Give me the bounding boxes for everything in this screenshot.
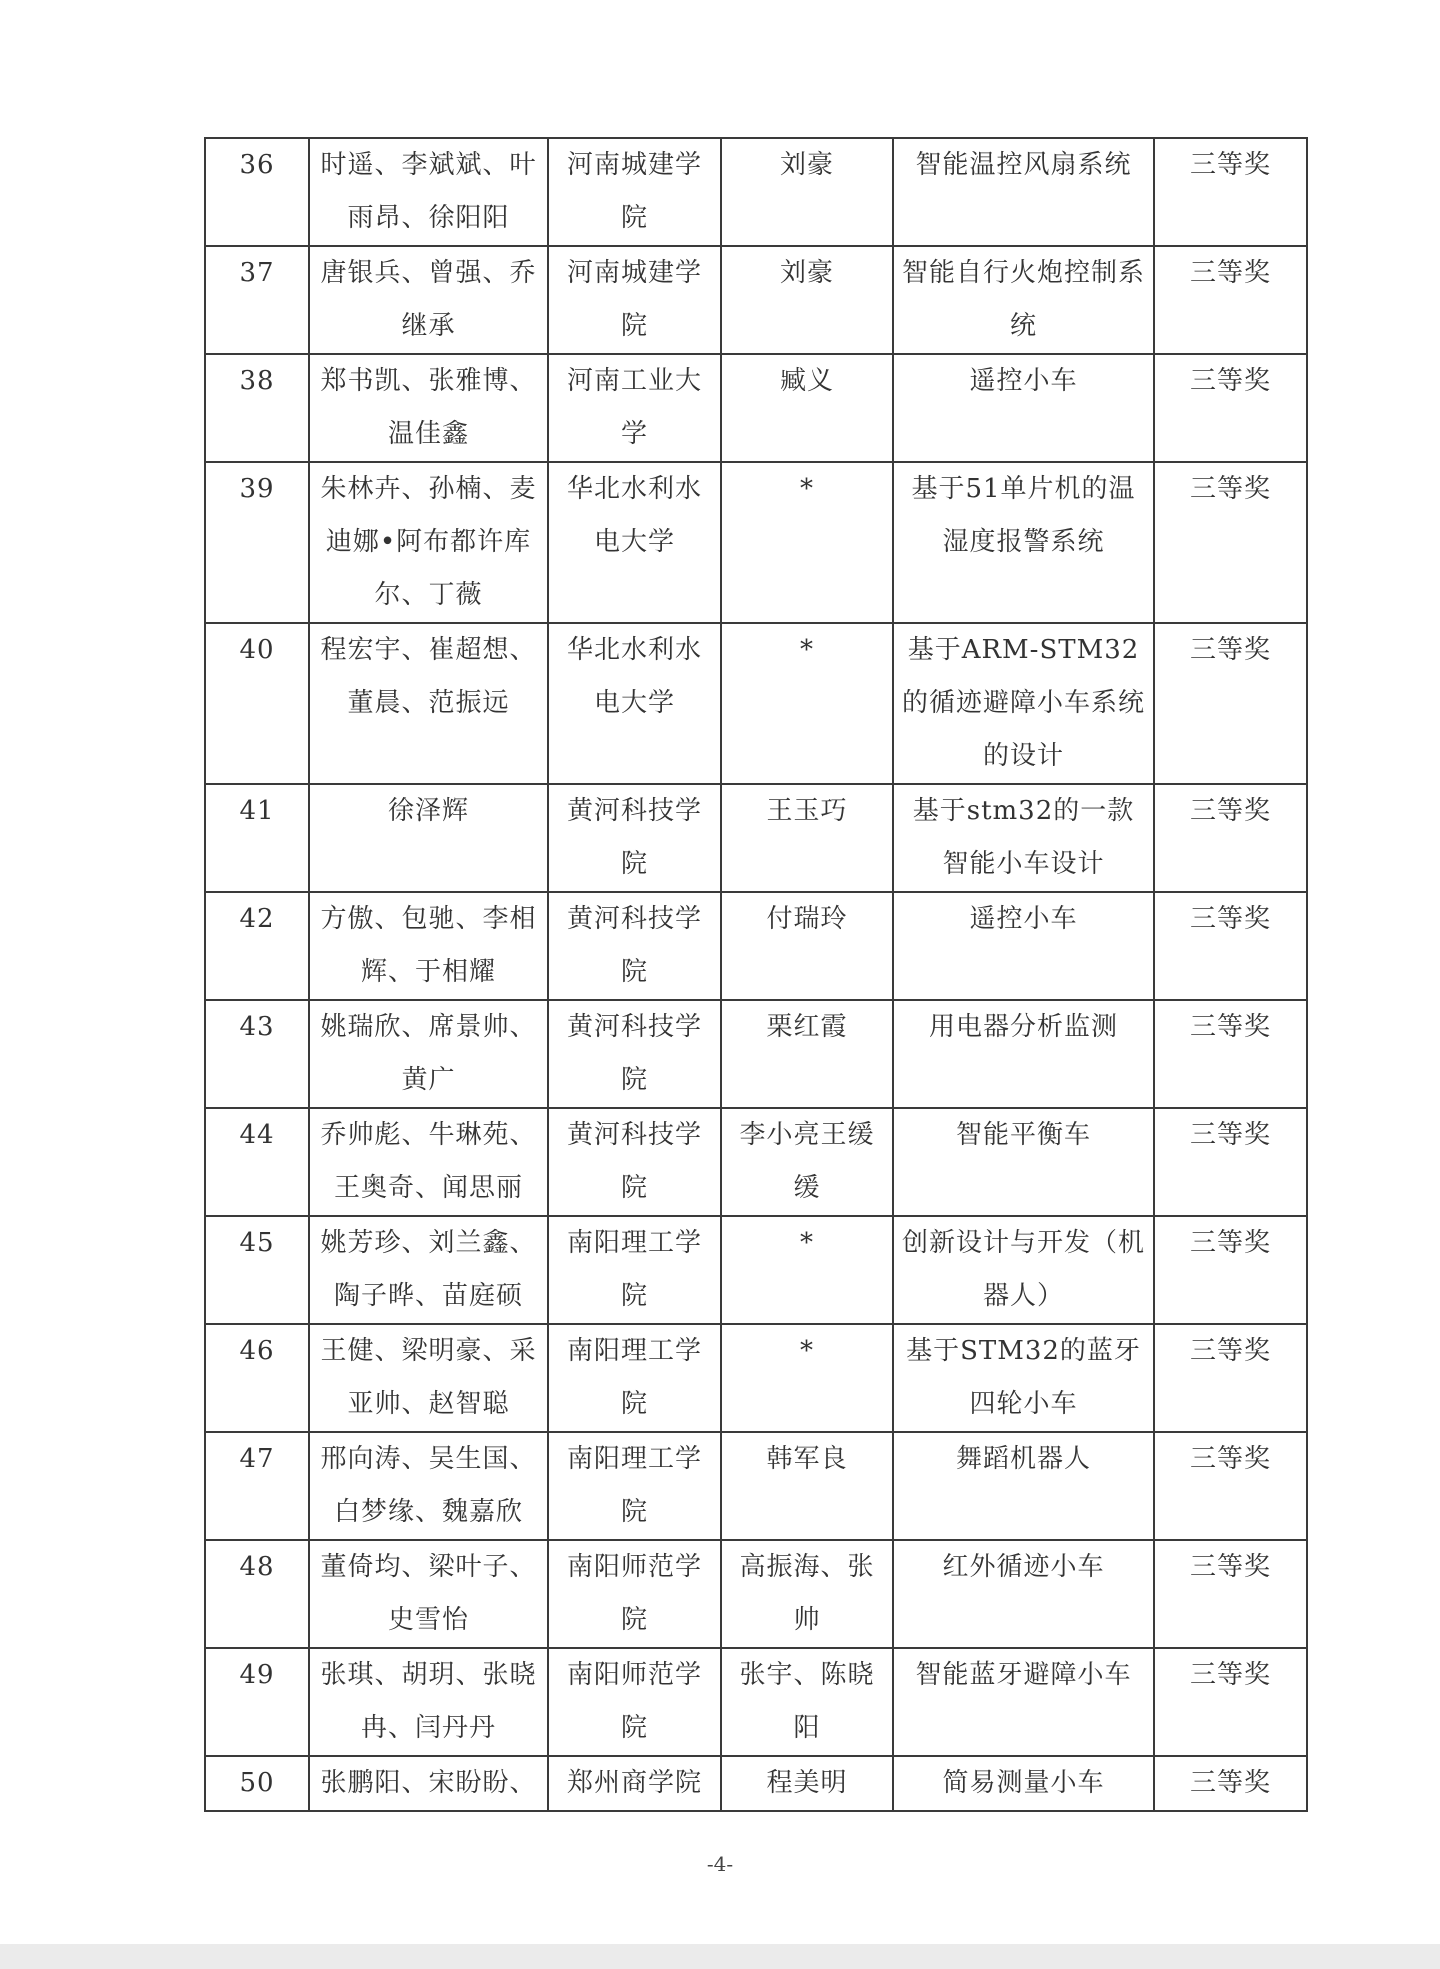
cell-award: 三等奖 <box>1154 1648 1307 1756</box>
cell-school: 南阳理工学院 <box>548 1324 721 1432</box>
cell-members: 姚芳珍、刘兰鑫、陶子晔、苗庭硕 <box>309 1216 548 1324</box>
cell-advisor: 栗红霞 <box>721 1000 893 1108</box>
cell-number: 45 <box>205 1216 309 1324</box>
cell-advisor: 刘豪 <box>721 138 893 246</box>
cell-members: 乔帅彪、牛琳苑、王奥奇、闻思丽 <box>309 1108 548 1216</box>
cell-school: 黄河科技学院 <box>548 892 721 1000</box>
cell-advisor: 臧义 <box>721 354 893 462</box>
cell-members: 董倚均、梁叶子、史雪怡 <box>309 1540 548 1648</box>
cell-project: 红外循迹小车 <box>893 1540 1154 1648</box>
cell-members: 王健、梁明豪、采亚帅、赵智聪 <box>309 1324 548 1432</box>
cell-number: 44 <box>205 1108 309 1216</box>
cell-number: 38 <box>205 354 309 462</box>
cell-advisor: 程美明 <box>721 1756 893 1811</box>
cell-number: 50 <box>205 1756 309 1811</box>
cell-project: 遥控小车 <box>893 892 1154 1000</box>
cell-school: 南阳理工学院 <box>548 1216 721 1324</box>
cell-members: 郑书凯、张雅博、温佳鑫 <box>309 354 548 462</box>
cell-number: 47 <box>205 1432 309 1540</box>
table-row <box>205 462 1307 623</box>
cell-advisor: 高振海、张帅 <box>721 1540 893 1648</box>
cell-advisor: * <box>721 1324 893 1432</box>
cell-school: 南阳师范学院 <box>548 1648 721 1756</box>
cell-project: 智能平衡车 <box>893 1108 1154 1216</box>
cell-award: 三等奖 <box>1154 892 1307 1000</box>
cell-project: 智能自行火炮控制系统 <box>893 246 1154 354</box>
cell-members: 朱林卉、孙楠、麦迪娜•阿布都许库尔、丁薇 <box>309 462 548 623</box>
table-row <box>205 1540 1307 1648</box>
cell-school: 郑州商学院 <box>548 1756 721 1811</box>
cell-advisor: 王玉巧 <box>721 784 893 892</box>
cell-members: 唐银兵、曾强、乔继承 <box>309 246 548 354</box>
cell-award: 三等奖 <box>1154 462 1307 623</box>
table-row <box>205 354 1307 462</box>
cell-project: 用电器分析监测 <box>893 1000 1154 1108</box>
cell-school: 河南工业大学 <box>548 354 721 462</box>
cell-advisor: * <box>721 623 893 784</box>
cell-number: 43 <box>205 1000 309 1108</box>
cell-advisor: * <box>721 462 893 623</box>
cell-number: 39 <box>205 462 309 623</box>
cell-award: 三等奖 <box>1154 1216 1307 1324</box>
cell-members: 姚瑞欣、席景帅、黄广 <box>309 1000 548 1108</box>
table-row <box>205 1108 1307 1216</box>
cell-award: 三等奖 <box>1154 1324 1307 1432</box>
cell-number: 49 <box>205 1648 309 1756</box>
cell-school: 河南城建学院 <box>548 138 721 246</box>
cell-school: 南阳师范学院 <box>548 1540 721 1648</box>
cell-project: 基于51单片机的温湿度报警系统 <box>893 462 1154 623</box>
cell-school: 黄河科技学院 <box>548 1000 721 1108</box>
cell-number: 42 <box>205 892 309 1000</box>
cell-award: 三等奖 <box>1154 138 1307 246</box>
cell-project: 智能温控风扇系统 <box>893 138 1154 246</box>
table-row <box>205 892 1307 1000</box>
cell-advisor: 李小亮王缓缓 <box>721 1108 893 1216</box>
cell-number: 36 <box>205 138 309 246</box>
cell-award: 三等奖 <box>1154 1432 1307 1540</box>
table-row <box>205 784 1307 892</box>
table-row <box>205 246 1307 354</box>
cell-project: 基于stm32的一款智能小车设计 <box>893 784 1154 892</box>
cell-school: 华北水利水电大学 <box>548 462 721 623</box>
cell-school: 黄河科技学院 <box>548 1108 721 1216</box>
table-row <box>205 1756 1307 1811</box>
cell-members: 时遥、李斌斌、叶雨昂、徐阳阳 <box>309 138 548 246</box>
table-row <box>205 1000 1307 1108</box>
cell-advisor: * <box>721 1216 893 1324</box>
cell-award: 三等奖 <box>1154 623 1307 784</box>
cell-number: 46 <box>205 1324 309 1432</box>
table-row <box>205 1324 1307 1432</box>
cell-number: 48 <box>205 1540 309 1648</box>
cell-project: 简易测量小车 <box>893 1756 1154 1811</box>
cell-project: 基于ARM-STM32的循迹避障小车系统的设计 <box>893 623 1154 784</box>
cell-members: 方傲、包驰、李相辉、于相耀 <box>309 892 548 1000</box>
cell-award: 三等奖 <box>1154 1756 1307 1811</box>
cell-advisor: 张宇、陈晓阳 <box>721 1648 893 1756</box>
table-row <box>205 1432 1307 1540</box>
cell-project: 创新设计与开发（机器人） <box>893 1216 1154 1324</box>
cell-award: 三等奖 <box>1154 784 1307 892</box>
cell-members: 张鹏阳、宋盼盼、 <box>309 1756 548 1811</box>
cell-award: 三等奖 <box>1154 1108 1307 1216</box>
cell-award: 三等奖 <box>1154 1000 1307 1108</box>
cell-project: 基于STM32的蓝牙四轮小车 <box>893 1324 1154 1432</box>
cell-members: 程宏宇、崔超想、董晨、范振远 <box>309 623 548 784</box>
cell-award: 三等奖 <box>1154 354 1307 462</box>
cell-award: 三等奖 <box>1154 246 1307 354</box>
cell-school: 华北水利水电大学 <box>548 623 721 784</box>
cell-members: 张琪、胡玥、张晓冉、闫丹丹 <box>309 1648 548 1756</box>
cell-project: 智能蓝牙避障小车 <box>893 1648 1154 1756</box>
cell-school: 河南城建学院 <box>548 246 721 354</box>
cell-award: 三等奖 <box>1154 1540 1307 1648</box>
page-number: -4- <box>706 1852 734 1876</box>
cell-school: 黄河科技学院 <box>548 784 721 892</box>
cell-members: 徐泽辉 <box>309 784 548 892</box>
cell-advisor: 韩军良 <box>721 1432 893 1540</box>
cell-advisor: 刘豪 <box>721 246 893 354</box>
table-row <box>205 1648 1307 1756</box>
awards-table <box>204 137 1308 1812</box>
cell-number: 40 <box>205 623 309 784</box>
cell-project: 舞蹈机器人 <box>893 1432 1154 1540</box>
cell-number: 41 <box>205 784 309 892</box>
table-row <box>205 623 1307 784</box>
cell-members: 邢向涛、吴生国、白梦缘、魏嘉欣 <box>309 1432 548 1540</box>
cell-advisor: 付瑞玲 <box>721 892 893 1000</box>
viewer-bottom-strip <box>0 1944 1440 1969</box>
awards-table-body <box>205 138 1307 1811</box>
cell-project: 遥控小车 <box>893 354 1154 462</box>
table-row <box>205 138 1307 246</box>
cell-school: 南阳理工学院 <box>548 1432 721 1540</box>
cell-number: 37 <box>205 246 309 354</box>
table-row <box>205 1216 1307 1324</box>
